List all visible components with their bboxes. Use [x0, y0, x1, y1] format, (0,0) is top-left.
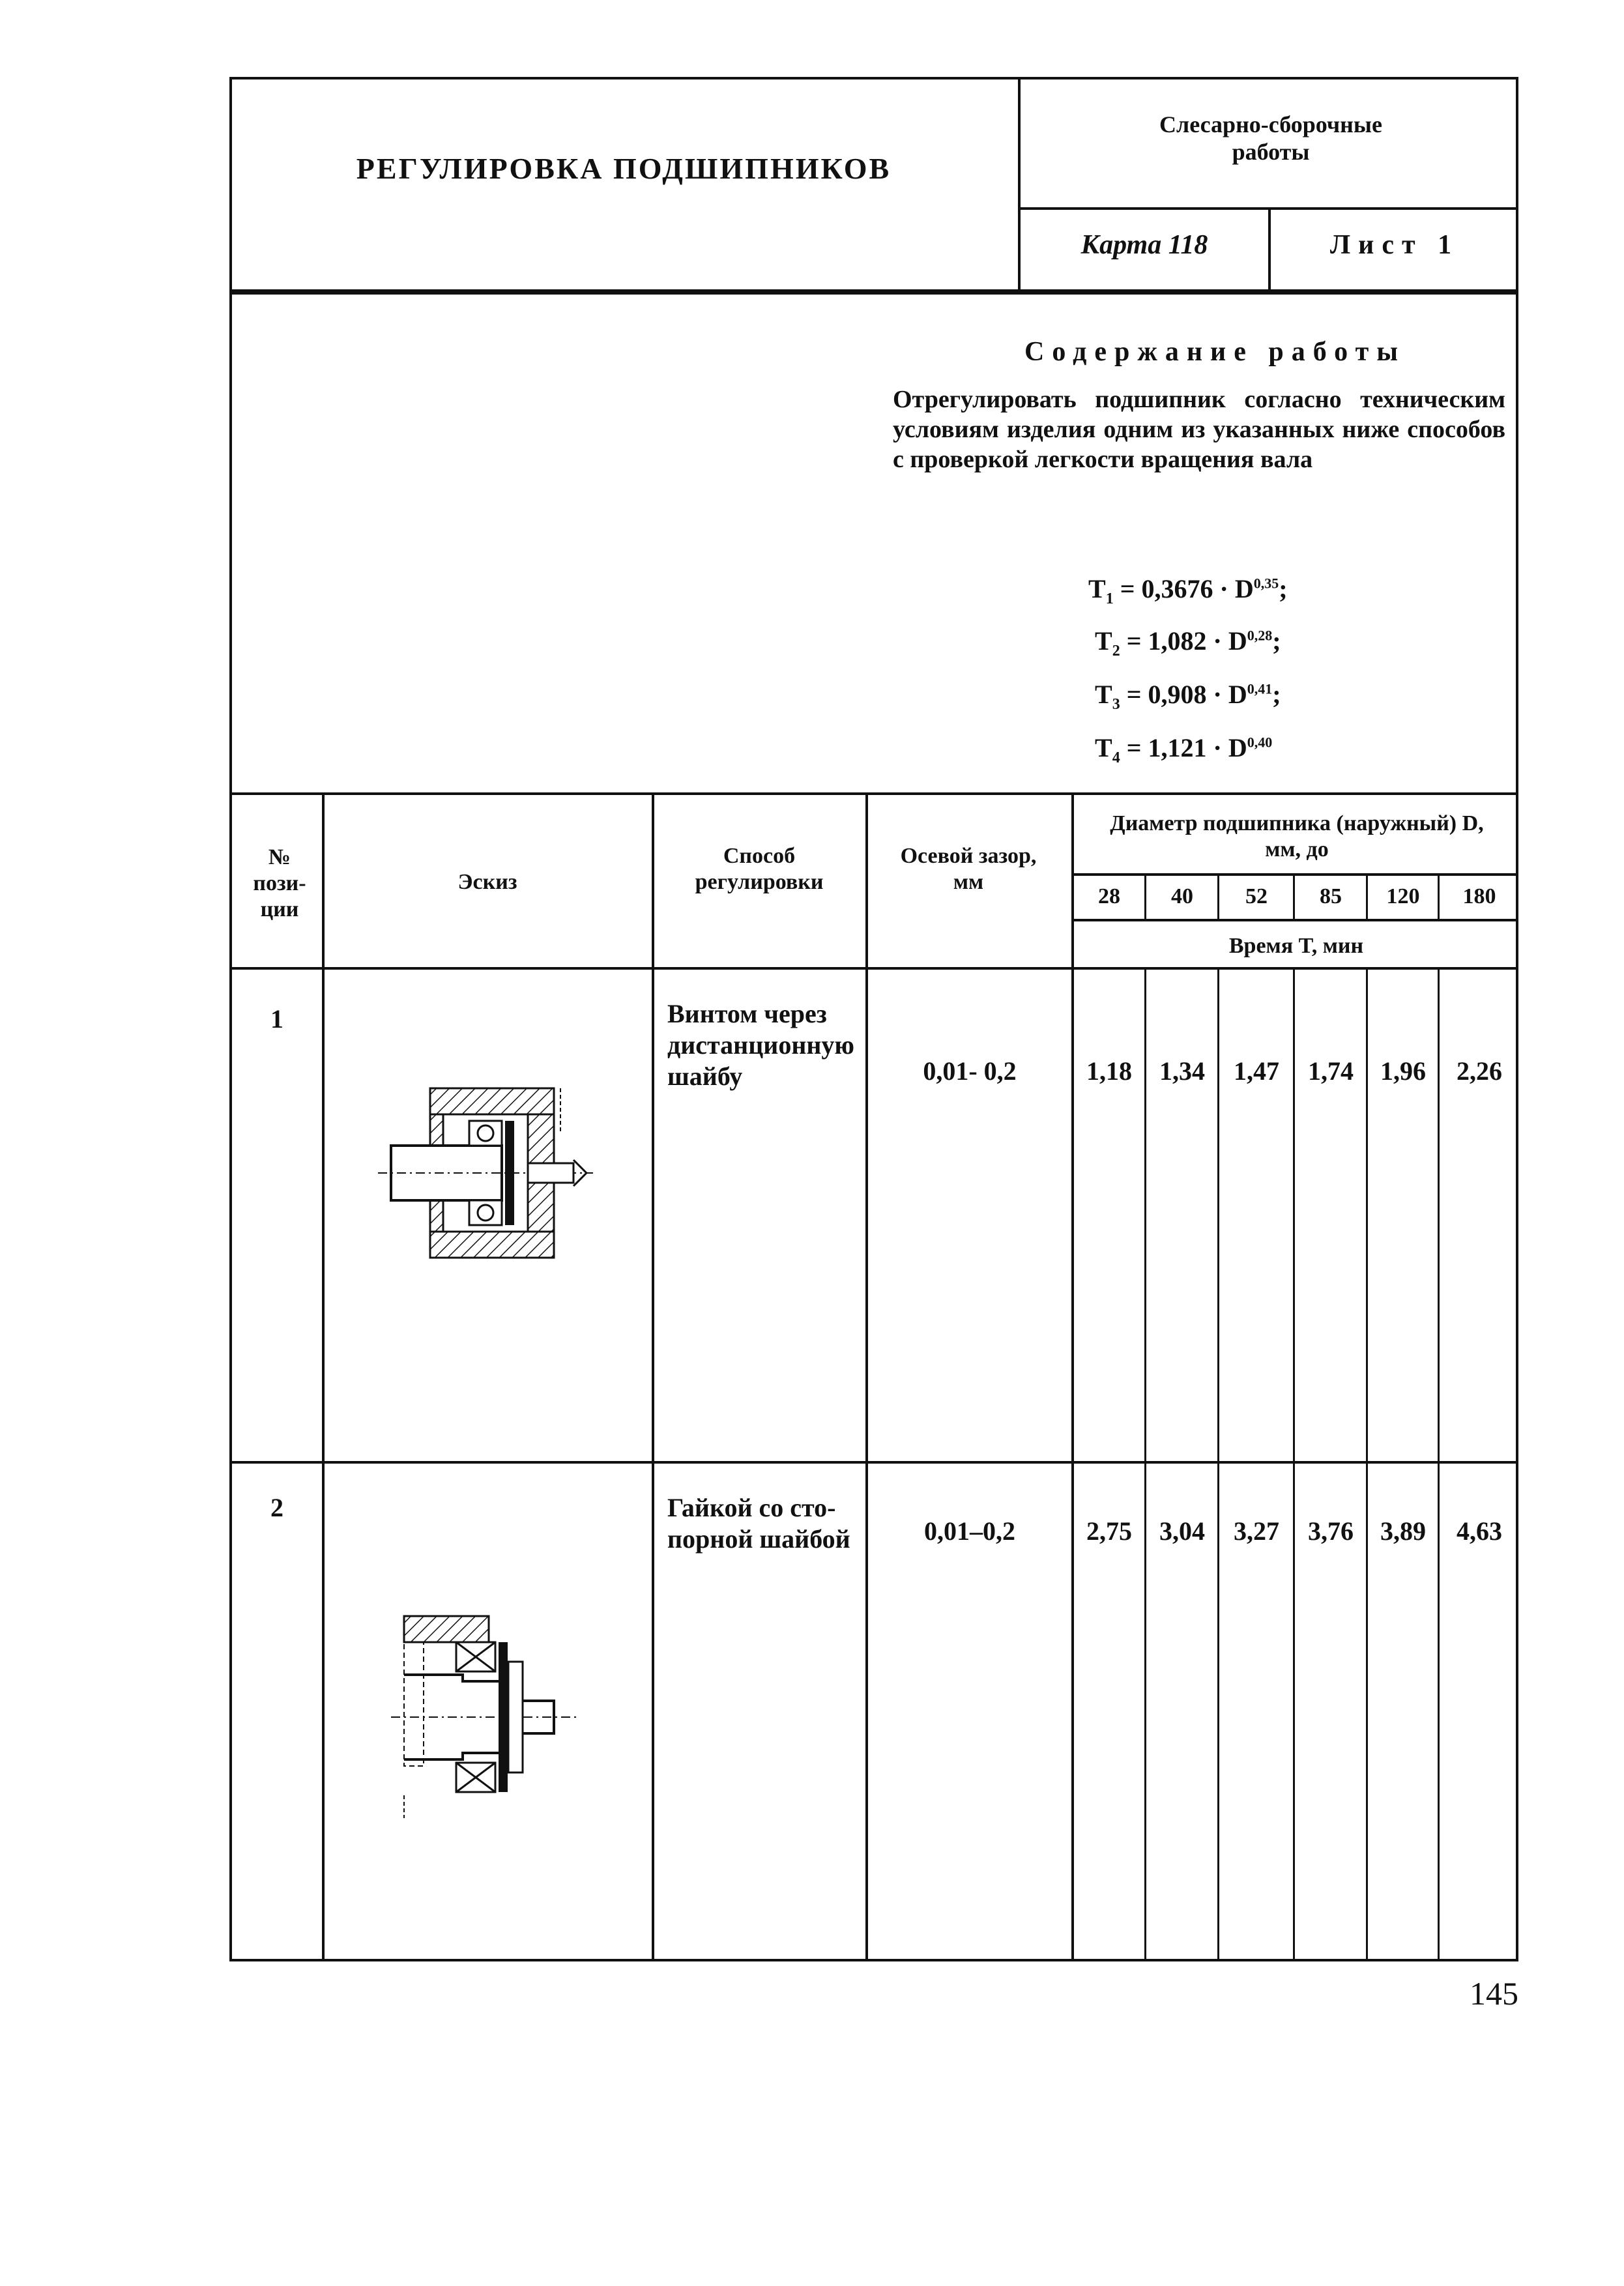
- row2-val-120: 3,89: [1380, 1516, 1426, 1546]
- table-top-line: [229, 792, 1518, 795]
- diam-col-5: [1438, 873, 1440, 920]
- row1-val-28: 1,18: [1086, 1056, 1132, 1086]
- diam-40: 40: [1171, 884, 1193, 908]
- header-time: Время T, мин: [1228, 934, 1364, 958]
- diam-col-3: [1293, 873, 1295, 920]
- formula-2: $T_2 = 1,082 \cdot D^{0,28}$;: [1095, 626, 1281, 659]
- header-position: № пози- ции: [253, 845, 306, 921]
- row2-val-52: 3,27: [1234, 1516, 1279, 1546]
- diam-85: 85: [1320, 884, 1342, 908]
- page-title: РЕГУЛИРОВКА ПОДШИПНИКОВ: [356, 152, 892, 185]
- sheet-label: Лист 1: [1329, 230, 1460, 260]
- val-col-1: [1144, 967, 1146, 1961]
- formula-4: $T_4 = 1,121 \cdot D^{0,40}$: [1095, 733, 1273, 766]
- category-label: Слесарно-сборочные работы: [1159, 111, 1382, 165]
- header-method: Способ регулировки: [695, 844, 824, 894]
- val-col-3: [1293, 967, 1295, 1961]
- val-col-4: [1366, 967, 1368, 1961]
- row2-val-180: 4,63: [1457, 1516, 1502, 1546]
- row-separator: [229, 1461, 1518, 1464]
- diam-values-line: [1071, 919, 1518, 921]
- diam-52: 52: [1245, 884, 1268, 908]
- header-gap: Осевой зазор, мм: [900, 844, 1037, 894]
- formula-1: $T_1 = 0,3676 \cdot D^{0,35}$;: [1088, 574, 1288, 607]
- row1-val-180: 2,26: [1457, 1056, 1502, 1086]
- row1-val-120: 1,96: [1380, 1056, 1426, 1086]
- row1-method: Винтом через дистанционную шайбу: [667, 999, 854, 1091]
- val-col-5: [1438, 967, 1440, 1961]
- card-label: Карта 118: [1080, 230, 1208, 260]
- row2-method: Гайкой со сто- порной шайбой: [667, 1493, 850, 1554]
- row2-val-40: 3,04: [1159, 1516, 1205, 1546]
- row2-val-28: 2,75: [1086, 1516, 1132, 1546]
- content-heading: Содержание работы: [1024, 337, 1406, 367]
- diam-120: 120: [1386, 884, 1420, 908]
- diam-180: 180: [1462, 884, 1496, 908]
- formula-3: $T_3 = 0,908 \cdot D^{0,41}$;: [1095, 680, 1281, 713]
- row1-val-52: 1,47: [1234, 1056, 1279, 1086]
- row1-val-40: 1,34: [1159, 1056, 1205, 1086]
- diam-col-4: [1366, 873, 1368, 920]
- row2-num: 2: [270, 1493, 283, 1522]
- page-number: 145: [1470, 1975, 1518, 2012]
- row2-val-85: 3,76: [1308, 1516, 1354, 1546]
- row1-val-85: 1,74: [1308, 1056, 1354, 1086]
- table-header-bottom: [229, 967, 1518, 970]
- content-text: Отрегулировать подшипник согласно техническим условиям изделия одним из указанных ниже способов с проверкой легкости вращения вала: [893, 386, 1505, 473]
- sketch-nut-lockwasher: [391, 1610, 587, 1818]
- diam-header-line: [1071, 873, 1518, 876]
- header-diameter: Диаметр подшипника (наружный) D, мм, до: [1110, 811, 1484, 861]
- sketch-screw-spacer: [378, 1069, 600, 1284]
- row2-gap: 0,01–0,2: [924, 1516, 1015, 1546]
- diam-28: 28: [1098, 884, 1120, 908]
- diam-col-2: [1217, 873, 1219, 920]
- header-sketch: Эскиз: [457, 870, 517, 894]
- diam-col-1: [1144, 873, 1146, 920]
- row1-num: 1: [270, 1004, 283, 1034]
- val-col-2: [1217, 967, 1219, 1961]
- row1-gap: 0,01- 0,2: [923, 1056, 1017, 1086]
